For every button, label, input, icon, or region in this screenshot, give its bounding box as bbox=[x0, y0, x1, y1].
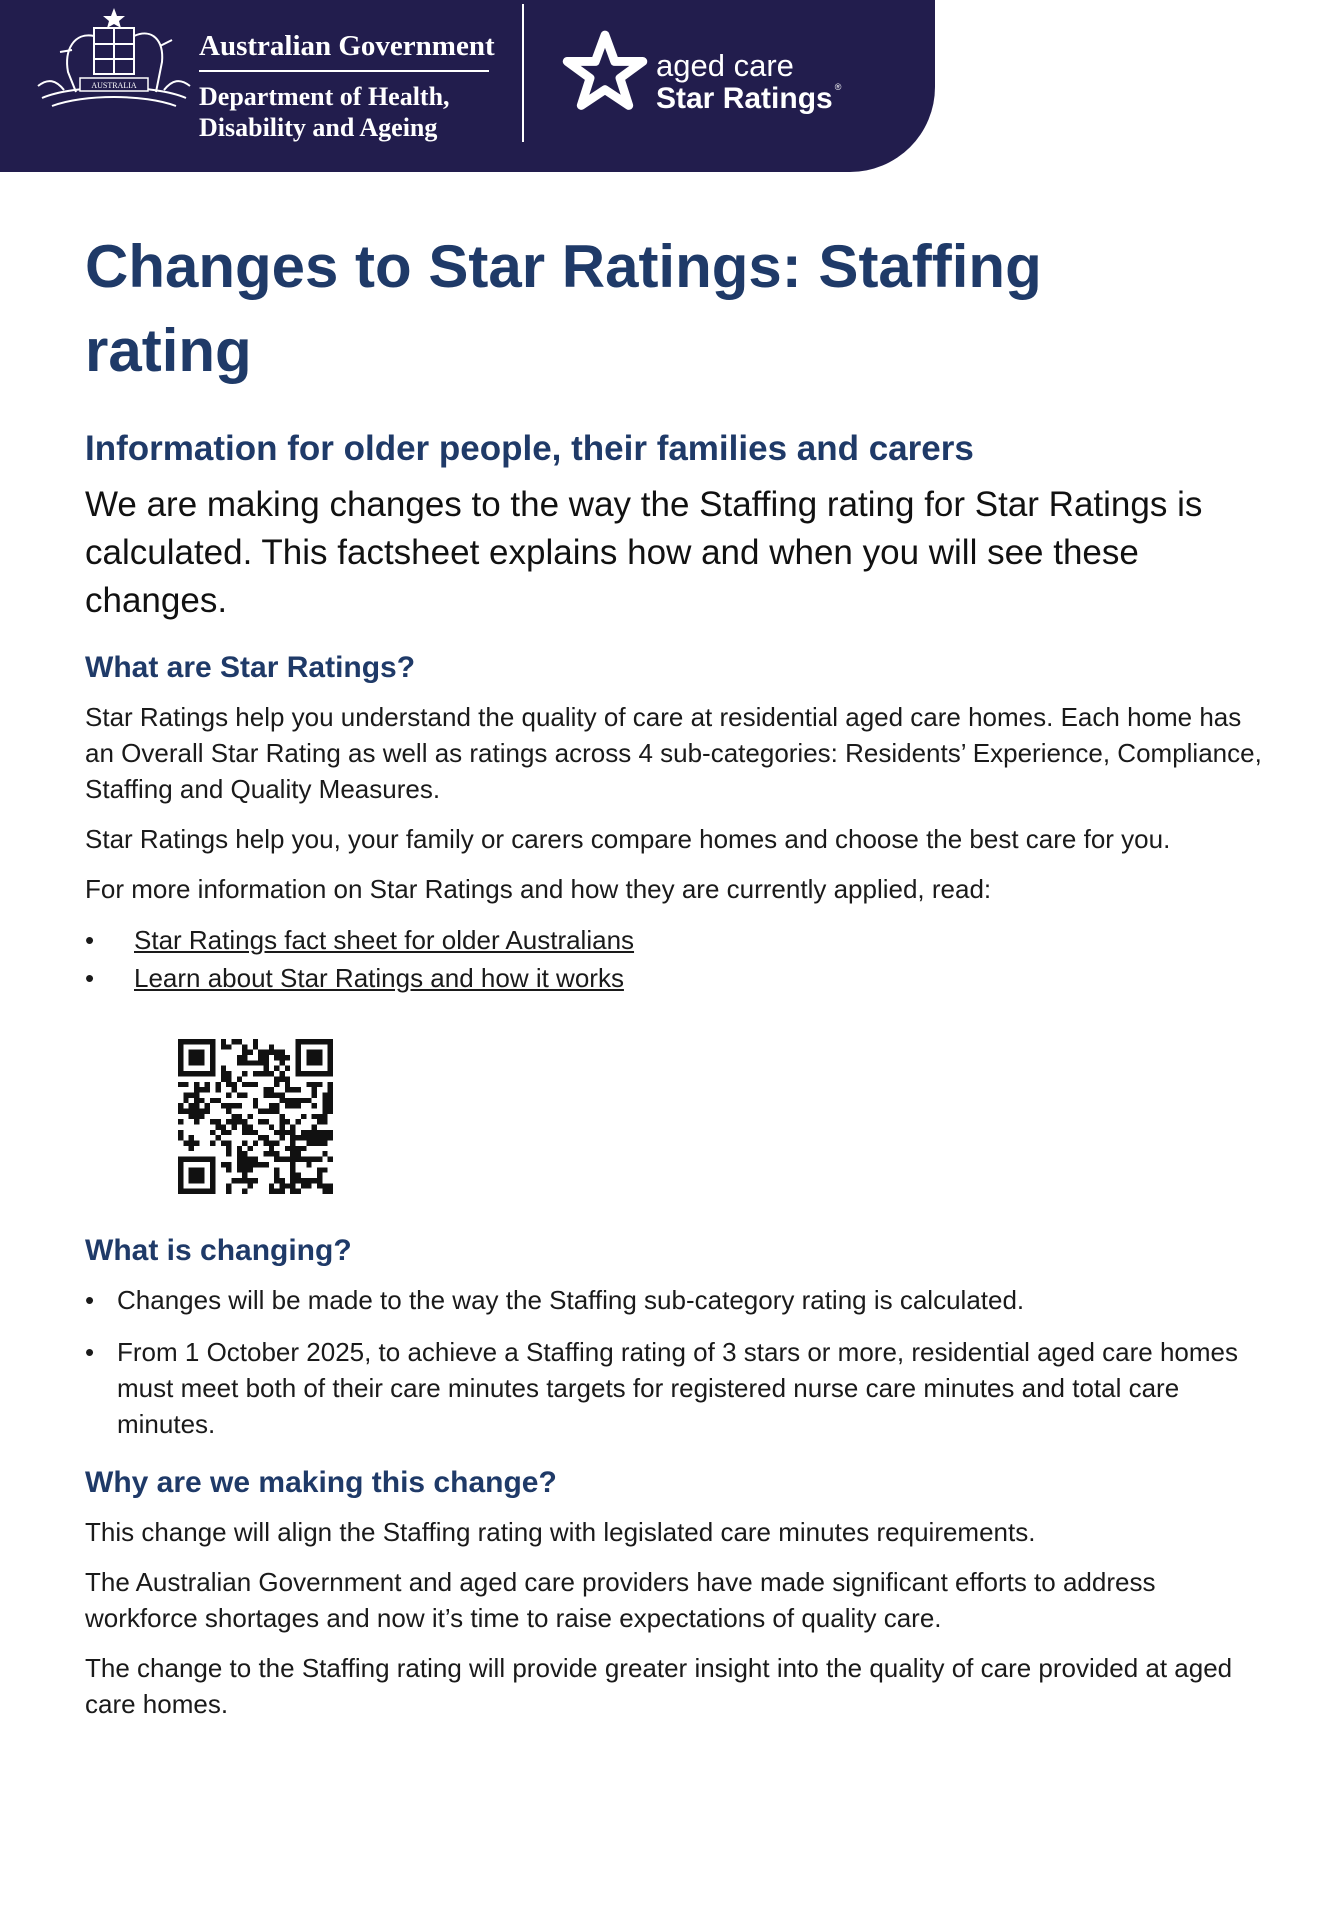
section-heading-what-is-changing: What is changing? bbox=[85, 1234, 352, 1267]
section3-paragraph-3: The change to the Staffing rating will provide greater insight into the quality of care provided at aged care homes. bbox=[85, 1653, 1233, 1719]
header-banner bbox=[0, 0, 935, 172]
crest-ribbon-text: AUSTRALIA bbox=[91, 81, 137, 90]
section-heading-what-are-star-ratings: What are Star Ratings? bbox=[85, 651, 416, 684]
page-title: Changes to Star Ratings: Staffing rating bbox=[85, 233, 1042, 384]
section1-paragraph-1: Star Ratings help you understand the quality of care at residential aged care homes. Each home has an Overall Star Rating as well as ratings across 4 sub-categories: Residents’ Experience, Compliance, Staffing and Quality Measures. bbox=[85, 702, 1262, 804]
coat-of-arms-icon bbox=[34, 6, 194, 116]
page-subtitle: Information for older people, their families and carers bbox=[85, 429, 974, 468]
changes-list bbox=[85, 1282, 1265, 1442]
logo-star-ratings-label: Star Ratings bbox=[656, 82, 833, 115]
department-name bbox=[199, 81, 450, 143]
section1-paragraph-2: Star Ratings help you, your family or carers compare homes and choose the best care for you. bbox=[85, 824, 1171, 854]
list-item bbox=[85, 959, 1265, 997]
link-fact-sheet[interactable]: Star Ratings fact sheet for older Australians bbox=[134, 925, 635, 955]
registered-mark: ® bbox=[834, 82, 842, 92]
section3-paragraph-2: The Australian Government and aged care providers have made significant efforts to address workforce shortages and now it’s time to raise expectations of quality care. bbox=[85, 1567, 1156, 1633]
star-outline-icon bbox=[560, 28, 650, 116]
link-learn-about-star-ratings[interactable]: Learn about Star Ratings and how it works bbox=[134, 963, 624, 993]
department-line-1: Department of Health, bbox=[199, 82, 450, 111]
list-item bbox=[85, 921, 1265, 959]
list-item: • From 1 October 2025, to achieve a Staffing rating of 3 stars or more, residential aged care homes must meet both of their care minutes targets for registered nurse care minutes and total care minutes. bbox=[85, 1334, 1265, 1442]
qr-code-icon[interactable] bbox=[178, 1039, 333, 1194]
department-line-2: Disability and Ageing bbox=[199, 113, 438, 142]
section3-paragraph-1: This change will align the Staffing rating with legislated care minutes requirements. bbox=[85, 1517, 1036, 1547]
header-divider bbox=[522, 4, 524, 142]
list-item: • Changes will be made to the way the Staffing sub-category rating is calculated. bbox=[85, 1282, 1265, 1318]
intro-paragraph: We are making changes to the way the Staffing rating for Star Ratings is calculated. This factsheet explains how and when you will see these changes. bbox=[85, 485, 1203, 620]
logo-star-ratings-text bbox=[656, 82, 841, 116]
section1-paragraph-3: For more information on Star Ratings and how they are currently applied, read: bbox=[85, 874, 992, 904]
document-body bbox=[85, 225, 1265, 1736]
government-title: Australian Government bbox=[199, 30, 489, 72]
logo-aged-care-text: aged care bbox=[656, 48, 794, 83]
section-heading-why-change: Why are we making this change? bbox=[85, 1466, 557, 1499]
resource-links bbox=[85, 921, 1265, 997]
